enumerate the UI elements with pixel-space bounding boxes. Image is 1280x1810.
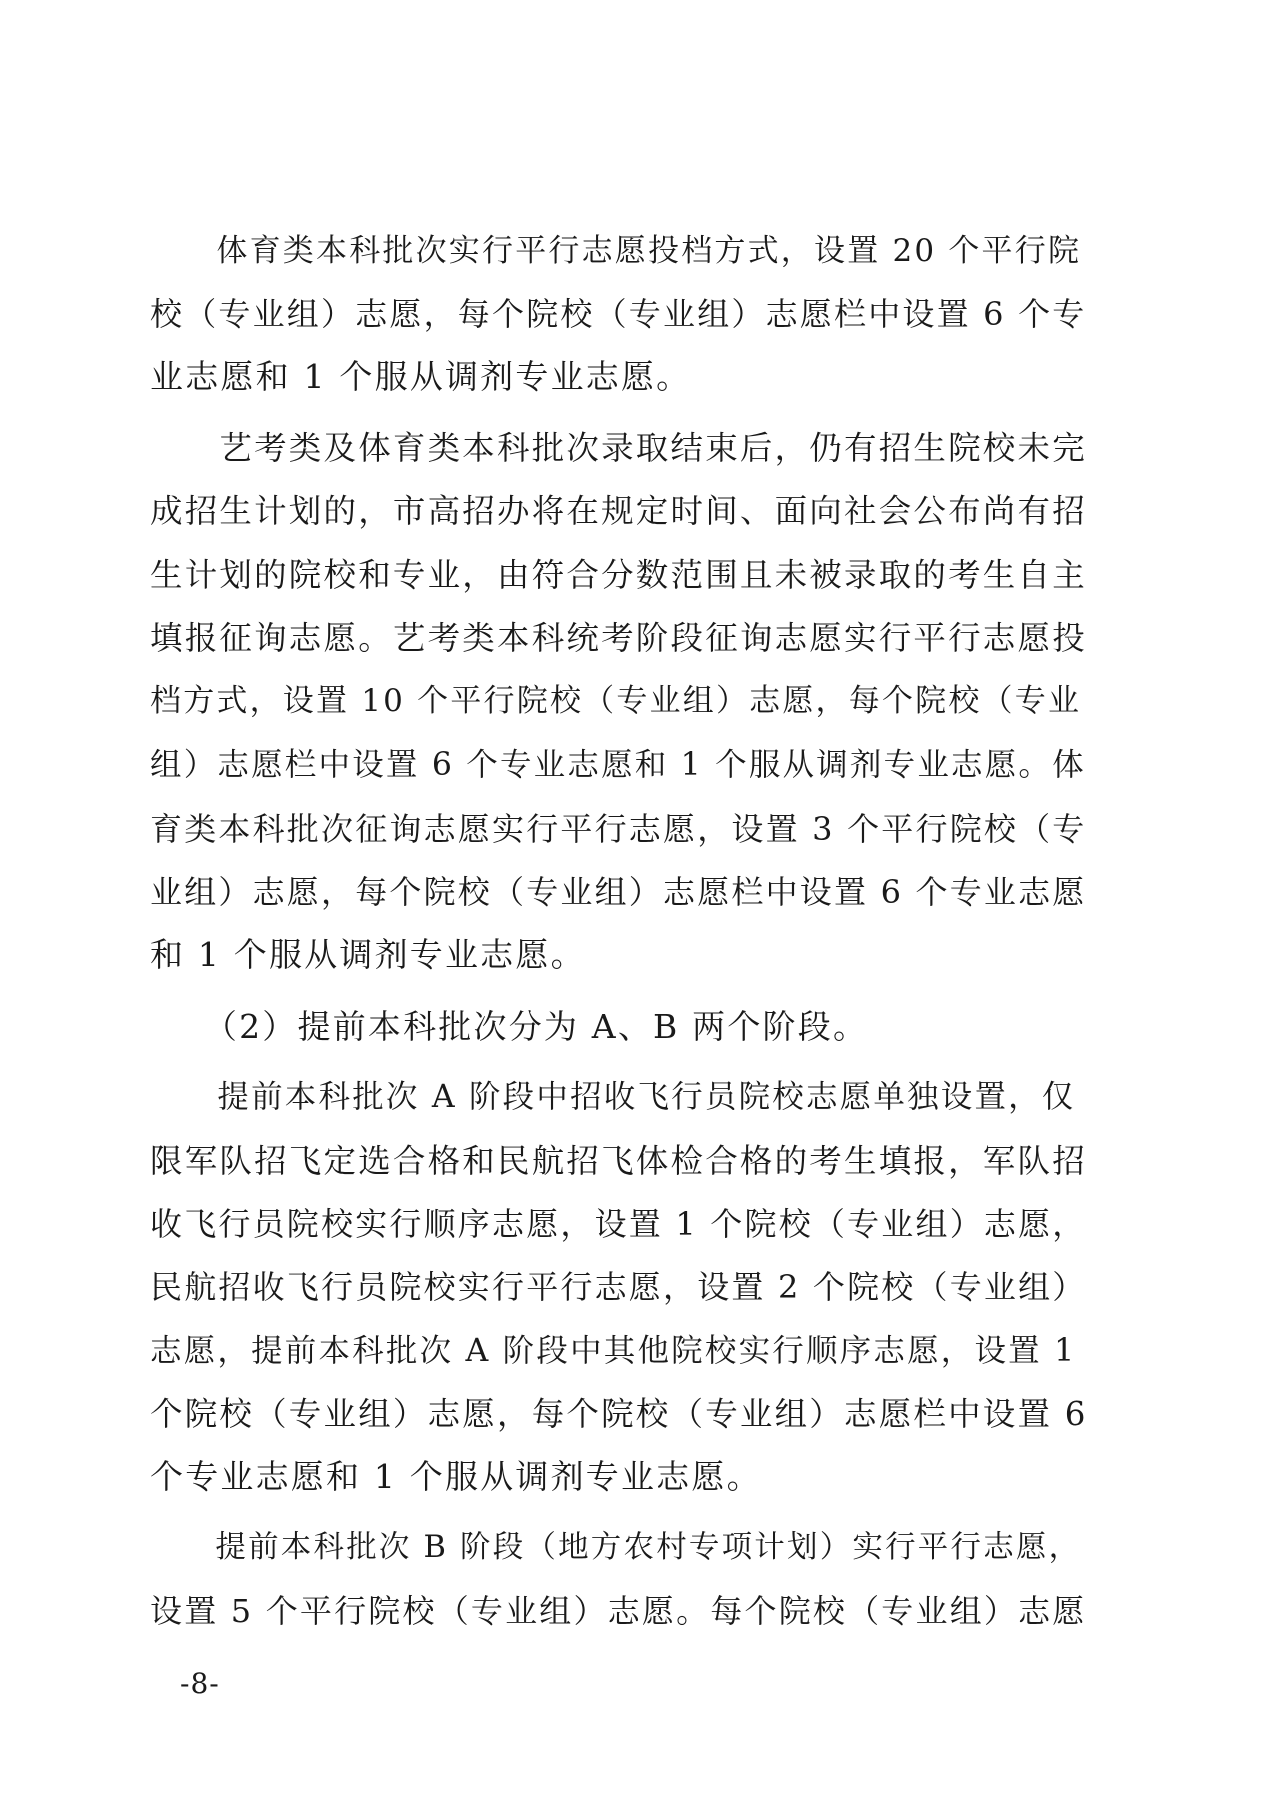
- text-line: 档方式，设置 10 个平行院校（专业组）志愿，每个院校（专业: [150, 683, 1082, 719]
- text-line: 个专业志愿和 1 个服从调剂专业志愿。: [150, 1457, 762, 1496]
- text-line: 个院校（专业组）志愿，每个院校（专业组）志愿栏中设置 6: [150, 1395, 1088, 1433]
- text-line: 艺考类及体育类本科批次录取结束后，仍有招生院校未完: [150, 429, 1087, 467]
- text-line: 限军队招飞定选合格和民航招飞体检合格的考生填报，军队招: [150, 1142, 1087, 1180]
- text-line: 业组）志愿，每个院校（专业组）志愿栏中设置 6 个专业志愿: [150, 873, 1087, 911]
- text-line: 组）志愿栏中设置 6 个专业志愿和 1 个服从调剂专业志愿。体: [150, 747, 1086, 783]
- text-line: （2）提前本科批次分为 A、B 两个阶段。: [150, 1007, 869, 1046]
- text-line: 和 1 个服从调剂专业志愿。: [150, 935, 586, 974]
- text-line: 提前本科批次 B 阶段（地方农村专项计划）实行平行志愿，: [150, 1530, 1082, 1565]
- text-line: 提前本科批次 A 阶段中招收飞行员院校志愿单独设置，仅: [150, 1079, 1076, 1115]
- text-line: 收飞行员院校实行顺序志愿，设置 1 个院校（专业组）志愿，: [150, 1205, 1087, 1243]
- text-line: 民航招收飞行员院校实行平行志愿，设置 2 个院校（专业组）: [150, 1268, 1087, 1306]
- text-line: 志愿，提前本科批次 A 阶段中其他院校实行顺序志愿，设置 1: [150, 1333, 1077, 1369]
- text-line: 填报征询志愿。艺考类本科统考阶段征询志愿实行平行志愿投: [150, 619, 1087, 657]
- text-line: 体育类本科批次实行平行志愿投档方式，设置 20 个平行院: [150, 233, 1082, 269]
- text-line: 成招生计划的，市高招办将在规定时间、面向社会公布尚有招: [150, 492, 1087, 530]
- text-line: 育类本科批次征询志愿实行平行志愿，设置 3 个平行院校（专: [150, 810, 1087, 848]
- page-number: -8-: [180, 1667, 220, 1700]
- text-line: 业志愿和 1 个服从调剂专业志愿。: [150, 357, 692, 396]
- text-line: 校（专业组）志愿，每个院校（专业组）志愿栏中设置 6 个专: [150, 295, 1087, 333]
- text-line: 设置 5 个平行院校（专业组）志愿。每个院校（专业组）志愿: [150, 1592, 1087, 1630]
- text-line: 生计划的院校和专业，由符合分数范围且未被录取的考生自主: [150, 556, 1087, 594]
